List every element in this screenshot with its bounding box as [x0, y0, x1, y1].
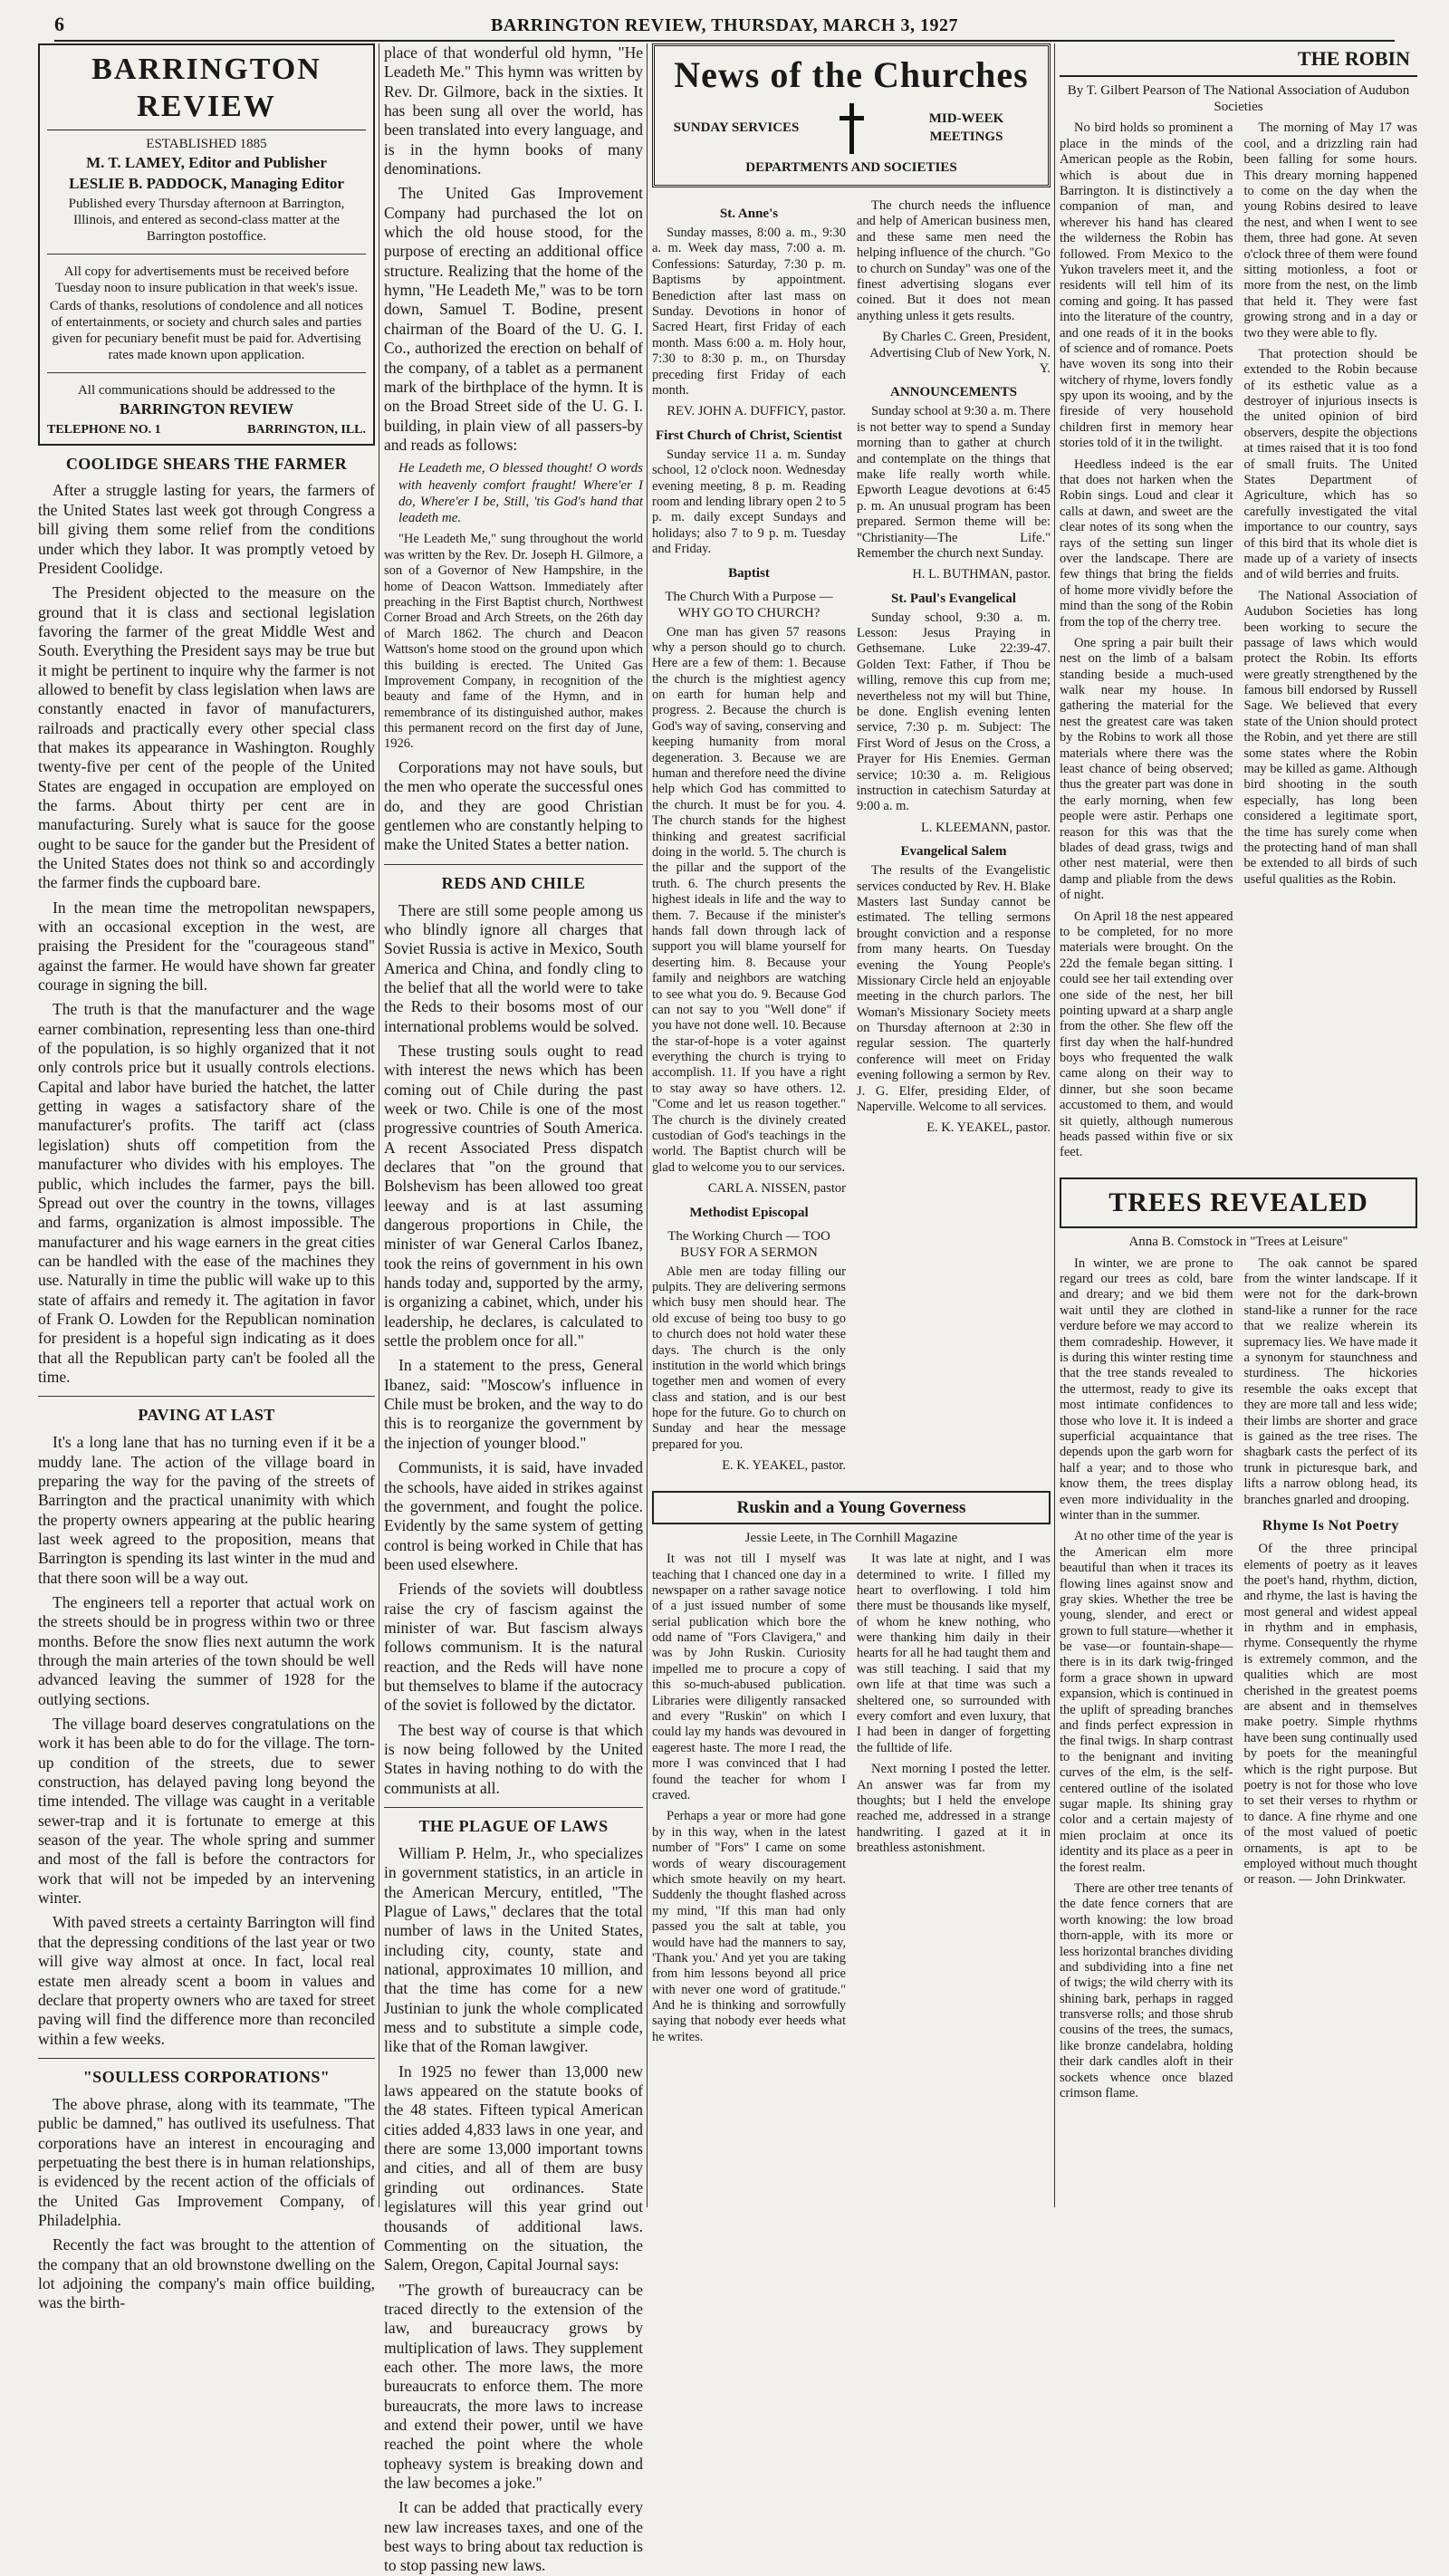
divider — [38, 2058, 375, 2059]
midweek-meetings-label: MID-WEEK MEETINGS — [928, 111, 1004, 144]
paragraph: After a struggle lasting for years, the farmers of the United States last week got through Congress a bill giving them some relief from the conditions under which they labor. It was promptly vetoed by President Coolidge. — [38, 481, 375, 577]
church-signature: E. K. YEAKEL, pastor. — [722, 1458, 846, 1474]
paragraph: The morning of May 17 was cool, and a drizzling rain had been falling for some hours. This dreary morning happened to come on the day when the young Robins desired to leave the nest, and when I went to see them, three had gone. At seven o'clock three of them were found sitting motionless, a foot or more from the nest, on the limb that held it. They were fast growing strong and in a day or two they were able to fly. — [1243, 120, 1417, 341]
paragraph: With paved streets a certainty Barrington will find that the depressing conditions of the last year or two will give way almost at once. In fact, local real estate men already scent a boom in values and declare that property owners who are taxed for street paving will find the difference more than reconciled within a few weeks. — [38, 1913, 375, 2048]
paragraph: "The growth of bureaucracy can be traced directly to the extension of the law, and bureaucracy grows by multiplication of laws. They supplement each other. The more laws, the more bureaucrats to enforce them. The more bureaucrats, the more laws to increase and extend their power, until we have reached the point where the whole topheavy system is breaking down and the law becomes a joke." — [384, 2280, 643, 2492]
church-notices — [652, 198, 1051, 1482]
paragraph: The engineers tell a reporter that actual work on the streets should be in progress within two or three months. Before the snow flies next autumn the work through the main arteries of the town should be well advanced leaving the summer of 1928 for the outlying sections. — [38, 1592, 375, 1708]
paragraph: The best way of course is that which is now being followed by the United States in having nothing to do with the communists at all. — [384, 1720, 643, 1797]
editorial-headline: REDS AND CHILE — [441, 873, 586, 892]
hymn-verse: He Leadeth me, O blessed thought! O words with heavenly comfort fraught! Where'er I do, Where'er I be, Still, 'tis God's hand that leadeth me. — [398, 461, 643, 526]
column-rule — [647, 43, 648, 2207]
rhyme-headline: Rhyme Is Not Poetry — [1262, 1517, 1399, 1533]
paragraph: On April 18 the nest appeared to be completed, for no more materials were brought. On the 22d the female began sitting. I could see her tail extending over one side of the nest, her bill pointing upward at a sharp angle from the other. She flew off the first day when the half-hundred boys who frequented the walk came along on their way to dinner, but she soon became accustomed to them, and would sit quietly, although numerous heads passed within five or six feet. — [1060, 908, 1233, 1160]
column-4 — [1060, 43, 1417, 2207]
church-text: The church needs the influence and help of American business men, and these same men need the helping influence of the church. "Go to church on Sunday" was one of the finest advertising slogans ever coined. But it does not mean anything unless it gets results. — [857, 198, 1051, 323]
paragraph: The President objected to the measure on the ground that it is class and sectional legislation favoring the farmer of the great Middle West and South. Everything the President says may be true but it might be pertinent to inquire why the farmer is not allowed to benefit by class legislation when laws are constantly enacted in favor of manufacturers, railroads and practically every other special class that makes its appearance in Washington. Roughly twenty-five per cent of the people of the United States are engaged in occupation are employed on the farms. About thirty per cent are in manufacturing. Surely what is sauce for the goose ought to be sauce for the gander but the President of the United States does not think so and accordingly the farmer finds the cupboard bare. — [38, 583, 375, 892]
paragraph: The United Gas Improvement Company had purchased the lot on which the old house stood, for the purpose of erecting an additional office structure. Realizing that the home of the hymn, "He Leadeth Me," was to be torn down, Samuel T. Bodine, present chairman of the Board of the U. G. I. Co., authorized the erection on behalf of the company, of a tablet as a permanent mark of the birthplace of the hymn. It is on the Broad Street side of the U. G. I. building, in plain view of all passers-by and reads as follows: — [384, 184, 643, 454]
column-2 — [384, 43, 643, 2575]
paragraph: That protection should be extended to the Robin because of its esthetic value as a destroyer of injurious insects is the united opinion of bird observers, despite the objections at times raised that it is too fond of small fruits. The United States Department of Agriculture, which has so carefully investigated the vital importance to our country, says of this bird that its whole diet is made up of a variety of insects and of wild berries and fruits. — [1243, 346, 1417, 582]
divider — [38, 1396, 375, 1397]
editorial-headline: THE PLAGUE OF LAWS — [418, 1817, 609, 1836]
church-name: Evangelical Salem — [900, 844, 1007, 860]
paragraph: It's a long lane that has no turning even if it be a muddy lane. The action of the village board in preparing the way for the paving of the streets of Barrington and the practical unanimity with which the property owners appearing at the public hearing last week agreed to the proposition, means that Barrington is spending its last winter in the mud and that there soon will be a way out. — [38, 1433, 375, 1587]
paragraph: Corporations may not have souls, but the men who operate the successful ones do, and they are good Christian gentlemen who are constantly helping to make the United States a better nation. — [384, 757, 643, 854]
church-text: Sunday masses, 8:00 a. m., 9:30 a. m. Week day mass, 7:00 a. m. Confessions: Saturday, 7:30 p. m. Baptisms by appointment. Benediction after last mass on Sunday. Devotions in honor of Sacred Heart, first Friday of each month. Mass 6:00 a. m. Holy hour, 7:30 to 8:30 p. m., on Thursday preceding first Friday of each month. — [652, 226, 846, 398]
churches-banner — [652, 43, 1051, 187]
church-text: Sunday school at 9:30 a. m. There is not better way to spend a Sunday morning than to gather at church and contemplate on the things that make life really worth while. Epworth League devotions at 6:45 p. m. An unusual program has been prepared. Sermon theme will be: "Christianity—The Life." Remember the church next Sunday. — [857, 404, 1051, 561]
paragraph: One spring a pair built their nest on the limb of a balsam standing beside a much-used walk near my house. In gathering the material for the nest the greatest care was taken by the Robins to work all those materials where there was the least chance of being observed; thus the greater part was done in the early morning, when few people were astir. Perhaps one reason for this was that the blades of dead grass, twigs and other nest material, were then damp and pliable from the dews of night. — [1060, 635, 1233, 903]
running-head — [54, 7, 1395, 42]
church-signature: CARL A. NISSEN, pastor — [707, 1181, 846, 1197]
paragraph: In 1925 no fewer than 13,000 new laws appeared on the statute books of the 48 states. Fifteen typical American cities added 4,833 laws in one year, and there are some 13,000 important towns and cities, and all of them are busy grinding out ordinances. State legislatures will this year grind out thousands of additional laws. Commenting on the situation, the Salem, Oregon, Capital Journal says: — [384, 2062, 643, 2274]
robin-header: THE ROBIN — [1060, 43, 1417, 77]
paragraph: Perhaps a year or more had gone by in this way, when in the latest number of "Fors" I came on some words of weary discouragement which smote heavily on my heart. Suddenly the thought flashed across my mind, "If this man had only passed you the salt at table, you would have had the manners to say, 'Thank you.' And yet you are taking from him lessons beyond all price with never one word of gratitude." And he is thinking and sorrowfully saying that nobody ever heeds what he writes. — [652, 1809, 846, 2044]
church-name: St. Paul's Evangelical — [891, 591, 1016, 606]
church-subhead: The Church With a Purpose — WHY GO TO CHURCH? — [665, 589, 833, 620]
address-name: BARRINGTON REVIEW — [120, 399, 293, 418]
tablet-inscription: "He Leadeth Me," sung throughout the world was written by the Rev. Dr. Joseph H. Gilmore, a son of a Governor of New Hampshire, in the home of Deacon Wattson. Immediately after preaching in the First Baptist church, Northwest Corner Broad and Arch Streets, on the 26th day of March 1862. The church and Deacon Wattson's home stood on the ground upon which this building is erected. The United Gas Improvement Company, in recognition of the beauty and fame of the Hymn, and in remembrance of its distinguished author, makes this permanent record on the first day of June, 1926. — [384, 532, 643, 752]
paragraph: Friends of the soviets will doubtless raise the cry of fascism against the minister of war. But fascism always follows communism. It is the natural reaction, and the Reds will have none but themselves to blame if the autocracy of the soviet is followed by the dictator. — [384, 1580, 643, 1715]
robin-right — [1244, 120, 1418, 1166]
paragraph: These trusting souls ought to read with interest the news which has been coming out of Chile during the past week or two. Chile is one of the most progressive countries of South America. A recent Associated Press dispatch declares that "on the ground that Bolshevism has been allowed too great leeway and is at last assuming dangerous proportions in Chile, the minister of war General Carlos Ibanez, took the reins of government in his own hands today and, supported by the army, is organizing a cabinet, which, under his leadership, he declares, is calculated to settle the problem once for all." — [384, 1041, 643, 1350]
paragraph: In winter, we are prone to regard our trees as cold, bare and dreary; and we bid them wait until they are clothed in verdure before we may accord to them comradeship. However, it is during this winter resting time that the tree stands revealed to the uttermost, ready to give its most intimate confidences to those who love it. It is indeed a superficial acquaintance that depends upon the garb worn for half a year; and to those who know them, the trees display even more individuality in the winter than in the summer. — [1060, 1255, 1233, 1523]
telephone: TELEPHONE NO. 1 — [47, 423, 161, 437]
paid-notices: Cards of thanks, resolutions of condolence and all notices of entertainments, or society and church sales and parties given for pecuniary benefit must be paid for. Advertising rates made known upon application. — [49, 298, 364, 362]
masthead — [38, 43, 375, 446]
divider — [47, 254, 366, 255]
column-1 — [38, 43, 375, 2312]
ruskin-headline: Ruskin and a Young Governess — [652, 1491, 1051, 1524]
ruskin-left — [652, 1552, 846, 2051]
trees-left — [1060, 1256, 1233, 2108]
church-signature: H. L. BUTHMAN, pastor. — [912, 567, 1051, 582]
church-text: One man has given 57 reasons why a person should go to church. Here are a few of them: 1. Because the church is the mightiest agency on earth for human help and progress. 2. Because the church is God's way of saving, conserving and keeping humanity from moral degeneration. 3. Because we are human and therefore need the divine help which God has committed to the church. It must be for you. 4. The church stands for the highest thinking and greatest sacrificial doing in the world. 5. The church is the pillar and the support of the truth. 6. The church presents the highest ideals in life and the way to them. 7. Because if the minister's hands fall down through lack of support you will blame yourself for deserting him. 8. Because your family and neighbors are watching to see what you do. 9. Because God can not say to you "Well done" if you have not done well. 10. Because the star-of-hope is a voter against everything the church is trying to accomplish. 11. If you have a right to stay away so have others. 12. "Come and let us reason together." The church is the divinely created custodian of God's teachings in the world. The Baptist church will be glad to welcome you to our services. — [652, 624, 846, 1175]
paragraph: No bird holds so prominent a place in the minds of the American people as the Robin, which is about due in Barrington. It is distinctively a companion of man, and wherever his hand has cleared the wilderness the Robin has followed. From Mexico to the Yukon travelers meet it, and the residents will tell him of its coming and going. It has passed into the literature of the country, and one reads of it in the books of science and of romance. Poets have woven its song into their witchery of rhyme, lovers fondly spy upon its wooing, and by the fireside of very household children first in memory hear stories told of it in the twilight. — [1060, 120, 1233, 451]
church-name: First Church of Christ, Scientist — [656, 428, 842, 443]
paragraph: Next morning I posted the letter. An answer was far from my thoughts; but I held the envelope reached me, addressed in a strange handwriting. I gazed at it in breathless astonishment. — [857, 1762, 1051, 1856]
editorial-headline: PAVING AT LAST — [138, 1406, 275, 1425]
churches-subheads — [664, 103, 1039, 154]
paragraph: William P. Helm, Jr., who specializes in government statistics, in an article in the American Mercury, entitled, "The Plague of Laws," declares that the total number of laws in the United States, including city, county, state and national, approximates 10 million, and that the time has come for a new Justinian to junk the whole complicated mess and to substitute a simple code, like that of the Roman lawgiver. — [384, 1843, 643, 2056]
paragraph: Heedless indeed is the ear that does not harken when the Robin sings. Loud and clear it calls at dawn, and sweet are the clear notes of its song when the rays of the setting sun linger over the landscape. There are few things that bring the fields of home more vividly before the mind than the song of the Robin from the top of the cherry tree. — [1060, 457, 1233, 630]
church-signature: E. K. YEAKEL, pastor. — [926, 1120, 1051, 1136]
church-subhead: The Working Church — TOO BUSY FOR A SERMON — [667, 1228, 830, 1260]
publication-notice: Published every Thursday afternoon at Barrington, Illinois, and entered as second-class matter at the Barrington postoffice. — [68, 196, 345, 244]
column-rule — [1054, 43, 1055, 2207]
paragraph: In a statement to the press, General Ibanez, said: "Moscow's influence in Chile must be broken, and the way to do this is to reorganize the government by the injection of younger blood." — [384, 1356, 643, 1452]
divider — [47, 372, 366, 373]
paragraph: It can be added that practically every new law increases taxes, and one of the best ways to bring about tax reduction is to stop passing new laws. — [384, 2498, 643, 2575]
masthead-name: BARRINGTON REVIEW — [47, 51, 366, 130]
ruskin-right — [857, 1552, 1051, 2051]
ruskin-byline: Jessie Leete, in The Cornhill Magazine — [744, 1530, 958, 1545]
paragraph: The above phrase, along with its teammate, "The public be damned," has outlived its usefulness. That corporations have an interest in encouraging and perpetuating the best there is in human relationships, is evidenced by the recent action of the officials of the United Gas Improvement Company, of Philadelphia. — [38, 2094, 375, 2229]
trees-byline: Anna B. Comstock in "Trees at Leisure" — [1128, 1235, 1348, 1250]
departments-label: DEPARTMENTS AND SOCIETIES — [745, 159, 957, 175]
robin-byline: By T. Gilbert Pearson of The National Association of Audubon Societies — [1067, 82, 1410, 115]
cross-icon — [838, 103, 865, 154]
church-name: Baptist — [728, 565, 770, 581]
church-signature: L. KLEEMANN, pastor. — [921, 820, 1051, 835]
paragraph: The truth is that the manufacturer and the wage earner combination, representing less than one-third of the population, is so highly organized that it not only controls price but it usually controls elections. Capital and labor have buried the hatchet, the latter getting in wages a satisfactory share of the manufacturer's profits. The tariff act (class legislation) shuts off competition from the manufacturer who divides with his employes. The public, which includes the farmer, pays the bill. Spread out over the country in the towns, villages and farms, organization is almost impossible. The manufacturer and his wage earners in the great cities can be handled with the ease of the machines they use. Naturally in time the public will wake up to this state of affairs and remedy it. The agitation in favor of Frank O. Lowden for the Republican nomination for president is a hopeful sign indicating as it does that all the Republican party can't be fooled all the time. — [38, 1000, 375, 1386]
church-signature: REV. JOHN A. DUFFICY, pastor. — [667, 404, 846, 419]
editor-line: M. T. LAMEY, Editor and Publisher — [86, 154, 327, 172]
paragraph: place of that wonderful old hymn, "He Leadeth Me." This hymn was written by Rev. Dr. Gilmore, back in the sixties. It has been sung all over the world, has been translated into every language, and is in the hymn books of many denominations. — [384, 43, 643, 178]
paragraph: It was late at night, and I was determined to write. I filled my heart to overflowing. I told him there must be thousands like myself, of whom he knew nothing, who were thanking him daily in their hearts for all he had taught them and was still teaching. I said that my own life at that time was such a sheltered one, so surrounded with every comfort and even luxury, that I had been in danger of forgetting the fulltide of life. — [857, 1552, 1051, 1755]
city: BARRINGTON, ILL. — [247, 423, 366, 437]
page-number: 6 — [54, 13, 65, 35]
paragraph: The National Association of Audubon Societies has long been working to secure the passage of laws which would protect the Robin. Its efforts were greatly strengthened by the famous bill endorsed by Russell Sage. We believed that every state of the Union should protect the Robin, and yet there are still some states where the Robin may be killed as game. Although bird shooting in the south especially, has long been considered a legitimate sport, the time has surely come when the protecting hand of man shall be extended to all birds of such useful qualities as the Robin. — [1243, 588, 1417, 887]
managing-editor-line: LESLIE B. PADDOCK, Managing Editor — [69, 174, 344, 192]
running-title: BARRINGTON REVIEW, THURSDAY, MARCH 3, 1927 — [491, 15, 958, 35]
church-notices-right — [857, 198, 1051, 1482]
contact-row — [47, 422, 366, 437]
editorial-headline: "SOULLESS CORPORATIONS" — [82, 2067, 331, 2086]
church-text: Sunday school, 9:30 a. m. Lesson: Jesus Praying in Gethsemane. Luke 22:39-47. Golden Text: Father, if Thou be willing, remove this cup from me; nevertheless not my will but Thine, be done. English evening lenten service, 7:30 p. m. Subject: The First Word of Jesus on the Cross, a Prayer for His Enemies. German service; 10:30 a. m. Religious instruction in catechism Saturday at 9:00 a. m. — [857, 610, 1051, 814]
church-name: ANNOUNCEMENTS — [889, 385, 1017, 400]
paragraph: The village board deserves congratulations on the work it has been able to do for the village. The torn-up condition of the streets, due to sewer construction, has delayed paving long beyond the time intended. The village was caught in a veritable sewer-trap and it is fortunate to emerge at this season of the year. The whole spring and summer and most of the fall is before the contractors for work that will not be impeded by an intervening winter. — [38, 1715, 375, 1908]
paragraph: At no other time of the year is the American elm more beautiful than when it traces its flowing lines against snow and gray skies. Whether the tree be young, slender, and erect or grown to full stature—whether it be vase—or fountain-shape—there is in its dark twig-fringed form a grace shown in upward expansion, which is continued in the uplift of spreading branches and finds perfect expression in the final twigs. In sharp contrast to the benignant and inviting curves of the elm, is the self-centered outline of the isolated sugar maple. Its shining gray color and a certain majesty of mien proclaim at once its identity and its place as a peer in the forest realm. — [1060, 1529, 1233, 1875]
church-name: Methodist Episcopal — [689, 1205, 809, 1220]
paragraph: It was not till I myself was teaching that I chanced one day in a newspaper on a rather savage notice of a just issued number of some serial publication which bore the odd name of "Fors Clavigera," and was by John Ruskin. Curiosity impelled me to procure a copy of this so-much-abused publication. Libraries were diligently ransacked and every "Ruskin" on which I could lay my hands was devoured in eagerest haste. The more I read, the more I was convinced that I had found the teacher for whom I craved. — [652, 1552, 846, 1802]
paragraph: Communists, it is said, have invaded the schools, have aided in strikes against the government, and fought the police. Evidently by the same system of getting control is being worked in Chile that has been used elsewhere. — [384, 1458, 643, 1573]
paragraph: Of the three principal elements of poetry as it leaves the poet's hand, rhythm, diction, and rhyme, the last is having the most general and widest appeal in rhythm and in emphasis, rhyme. Consequently the rhyme is extremely common, and the qualities which are most cherished in the greatest poems are absent and in themselves make poetry. Simple rhythms have been sung continually used by poets for the meaningful which is the right purpose. But poetry is not for those who love to set their verses to rhythm or to dance. A fine rhyme and one of the most valued of poetic ornaments, is apt to be employed without much thought or reason. — John Drinkwater. — [1243, 1542, 1417, 1888]
paragraph: In the mean time the metropolitan newspapers, with an occasional exception in the west, are praising the President for the "courageous stand" against the farmer. He would have shown far greater courage in signing the bill. — [38, 898, 375, 995]
column-3 — [652, 43, 1051, 2207]
trees-header: TREES REVEALED — [1060, 1177, 1417, 1229]
church-name: St. Anne's — [719, 207, 779, 222]
church-text: The results of the Evangelistic services conducted by Rev. H. Blake Masters last Sunday cannot be estimated. The telling sermons brought conviction and a response from many hearts. On Tuesday evening the Young People's Missionary Circle held an enjoyable meeting in the church parlors. The Woman's Missionary Society meets on Thursday afternoon at 2:30 in regular session. The quarterly conference will meet on Friday evening following a sermon by Rev. J. G. Elfer, presiding Elder, of Naperville. Welcome to all services. — [857, 863, 1051, 1115]
trees-body — [1060, 1256, 1417, 2108]
ruskin-body — [652, 1552, 1051, 2051]
divider — [384, 864, 643, 865]
editorial-headline: COOLIDGE SHEARS THE FARMER — [65, 454, 348, 473]
paragraph: Recently the fact was brought to the attention of the company that an old brownstone dwelling on the lot adjoining the company's main office building, was the birth- — [38, 2235, 375, 2312]
church-text: Sunday service 11 a. m. Sunday school, 12 o'clock noon. Wednesday evening meeting, 8 p. m. Reading room and lending library open 2 to 5 p. m. daily except Sundays and holidays; also 7 to 9 p. m. Tuesday and Friday. — [652, 447, 846, 557]
divider — [384, 1807, 643, 1808]
robin-body — [1060, 120, 1417, 1166]
church-notices-left — [652, 198, 846, 1482]
address-notice: All communications should be addressed to the — [77, 382, 336, 398]
paragraph: There are still some people among us who blindly ignore all charges that Soviet Russia is active in Mexico, South America and China, and fondly cling to the belief that all the world were to take the Reds to their bosoms most of our international problems would be solved. — [384, 900, 643, 1035]
sunday-services-label: SUNDAY SERVICES — [673, 120, 800, 136]
robin-left — [1060, 120, 1233, 1166]
paragraph: There are other tree tenants of the date fence corners that are worth knowing: the low broad thorn-apple, with its more or less horizontal branches dividing and subdividing into a fine net of twigs; the wild cherry with its shining bark, perhaps in ragged transverse rolls; and those shrub cousins of the trees, the sumacs, like bronze candelabra, holding their dark candles aloft in their sockets whence once blazed crimson flame. — [1060, 1880, 1233, 2101]
trees-right — [1244, 1256, 1418, 2108]
paragraph: The oak cannot be spared from the winter landscape. If it were not for the dark-brown stand-like a runner for the race that we realize wherein its supremacy lies. We have made it a synonym for staunchness and sturdiness. The hickories resemble the oaks except that they are more tall and less wide; their limbs are shorter and grace is gained as the tree rises. The shagbark casts the perfect of its trunk in picturesque bark, and lifts a narrow oblong head, its branches gnarled and drooping. — [1243, 1255, 1417, 1507]
established-line: ESTABLISHED 1885 — [146, 136, 267, 151]
churches-title: News of the Churches — [674, 54, 1029, 95]
church-signature: By Charles C. Green, President, Advertising Club of New York, N. Y. — [869, 330, 1051, 376]
copy-deadline-notice: All copy for advertisements must be received before Tuesday noon to insure publication in that week's issue. — [54, 264, 359, 295]
church-text: Able men are today filling our pulpits. They are delivering sermons which busy men should hear. The old excuse of being too busy to go to church does not hold water these days. The church is the only institution in the world which brings together men and women of every class and station, and is our best hope for the future. Go to church on Sunday and hear the message prepared for you. — [652, 1264, 846, 1452]
